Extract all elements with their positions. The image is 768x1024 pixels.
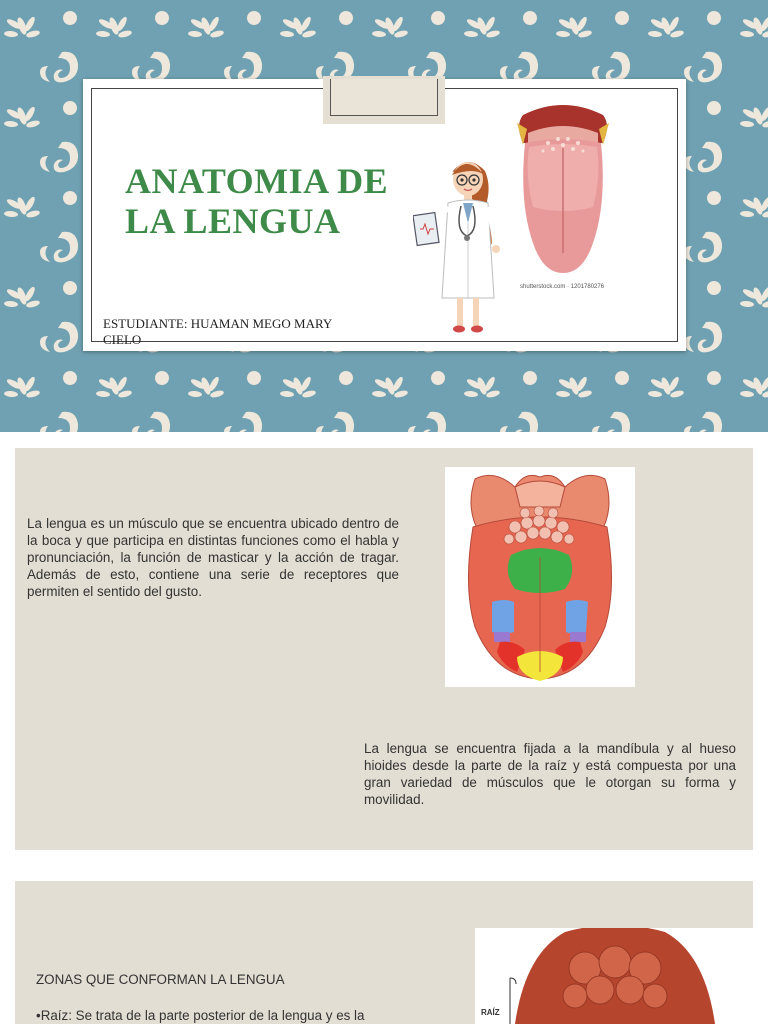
content-slide-2 (15, 881, 753, 1024)
tongue-photo (513, 103, 613, 283)
list-item-raiz: •Raíz: Se trata de la parte posterior de la lengua y es la (36, 1008, 365, 1023)
doctor-illustration (413, 151, 523, 341)
section-heading: ZONAS QUE CONFORMAN LA LENGUA (36, 972, 285, 987)
raiz-label: RAÍZ (481, 1008, 500, 1017)
title-line-1: ANATOMIA DE (125, 161, 389, 201)
content-slide-1 (15, 448, 753, 850)
attachment-paragraph: La lengua se encuentra fijada a la mandíbula y al hueso hioides desde la parte de la raíz y está compuesta por una gran variedad de músculos que le otorgan su forma y movilidad. (364, 741, 736, 808)
tongue-anatomy-photo (475, 928, 753, 1024)
title-slide (0, 0, 768, 432)
card-tab (323, 76, 445, 124)
image-credit: shutterstock.com · 1201780276 (520, 284, 605, 290)
tongue-taste-zones-diagram (445, 467, 635, 687)
intro-paragraph: La lengua es un músculo que se encuentra ubicado dentro de la boca y que participa en distintas funciones como el habla y pronunciación, la función de masticar y la acción de tragar. Además de esto, contiene una serie de receptores que permiten el sentido del gusto. (27, 516, 399, 600)
title-card (83, 79, 686, 351)
student-name: ESTUDIANTE: HUAMAN MEGO MARY CIELO (103, 316, 332, 347)
page-title (125, 161, 388, 241)
title-line-2: LA LENGUA (125, 201, 341, 241)
